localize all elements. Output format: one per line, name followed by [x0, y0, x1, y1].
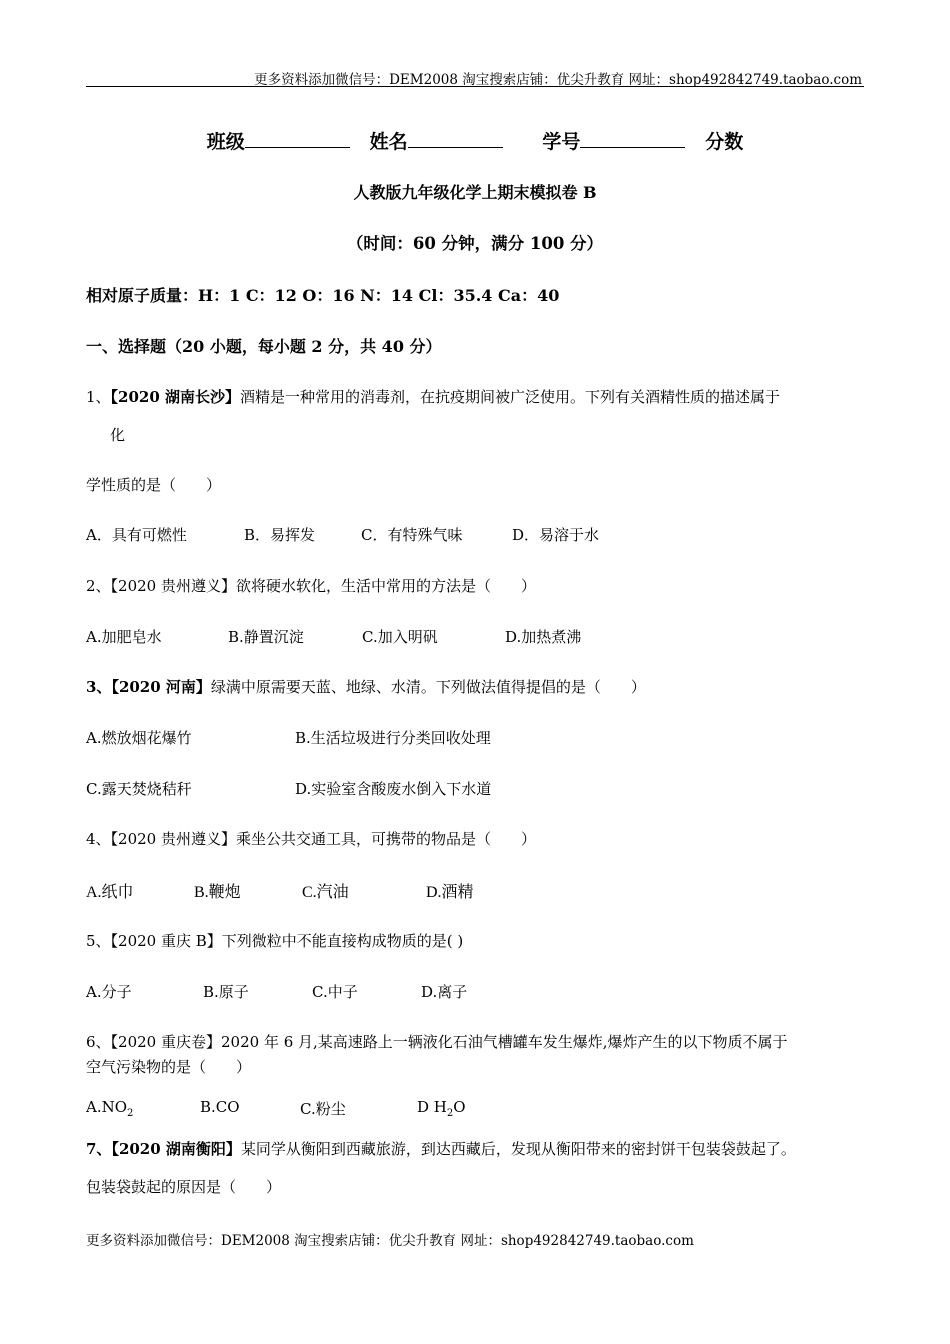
page-footer: 更多资料添加微信号：DEM2008 淘宝搜索店铺：优尖升教育 网址：shop492842749.taobao.com: [86, 1233, 694, 1249]
name-label: 姓名: [369, 131, 408, 153]
name-blank[interactable]: [408, 129, 503, 148]
exam-subtitle: （时间：60 分钟，满分 100 分）: [346, 234, 604, 253]
question-source: 【2020 湖南长沙】: [110, 388, 241, 406]
class-blank[interactable]: [245, 129, 350, 148]
question-stem: 2020 年 6 月,某高速路上一辆液化石油气槽罐车发生爆炸,爆炸产生的以下物质不属于: [221, 1033, 788, 1051]
number-blank[interactable]: [580, 129, 685, 148]
q6-option-b[interactable]: B.CO: [200, 1098, 240, 1116]
number-label: 学号: [542, 131, 581, 153]
question-5: [86, 930, 463, 951]
question-source: 【2020 重庆卷】: [110, 1033, 221, 1051]
q4-option-c[interactable]: C.汽油: [302, 884, 349, 901]
class-label: 班级: [206, 131, 245, 153]
question-stem: 酒精是一种常用的消毒剂，在抗疫期间被广泛使用。下列有关酒精性质的描述属于: [240, 388, 781, 406]
student-info-line: [0, 127, 950, 154]
question-6: [86, 1031, 788, 1052]
question-7: [86, 1138, 796, 1159]
question-stem: 欲将硬水软化，生活中常用的方法是（ ）: [236, 577, 537, 595]
question-7-stem-cont: 包装袋鼓起的原因是（ ）: [86, 1178, 282, 1196]
question-source: 【2020 重庆 B】: [110, 932, 222, 950]
q2-option-b[interactable]: B.静置沉淀: [228, 628, 304, 646]
q2-option-c[interactable]: C.加入明矾: [362, 628, 438, 646]
question-2: [86, 575, 536, 596]
question-source: 【2020 河南】: [111, 678, 211, 696]
question-stem: 下列微粒中不能直接构成物质的是( ): [221, 932, 464, 950]
question-number: 6、: [86, 1033, 111, 1051]
q3-option-c[interactable]: C.露天焚烧秸秆: [86, 780, 192, 798]
question-number: 3、: [86, 678, 112, 696]
q4-option-a[interactable]: A.纸巾: [86, 884, 134, 901]
question-3: [86, 676, 646, 697]
question-6-stem-cont: 空气污染物的是（ ）: [86, 1058, 252, 1076]
question-stem: 乘坐公共交通工具，可携带的物品是（ ）: [236, 830, 537, 848]
q6-option-d[interactable]: D $H_2O$: [417, 1098, 466, 1119]
q5-option-b[interactable]: B.原子: [203, 983, 249, 1001]
question-4: [86, 828, 536, 849]
q3-option-b[interactable]: B.生活垃圾进行分类回收处理: [295, 729, 491, 747]
q2-option-a[interactable]: A.加肥皂水: [86, 628, 162, 646]
question-source: 【2020 湖南衡阳】: [111, 1140, 241, 1158]
q5-option-d[interactable]: D.离子: [421, 983, 468, 1001]
q1-option-a[interactable]: A．具有可燃性: [86, 526, 187, 544]
atomic-mass-line: 相对原子质量：H：1 C：12 O：16 N：14 Cl：35.4 Ca：40: [86, 286, 560, 305]
page-header: 更多资料添加微信号：DEM2008 淘宝搜索店铺：优尖升教育 网址：shop492842749.taobao.com: [254, 72, 862, 88]
q4-option-b[interactable]: B.鞭炮: [194, 884, 241, 901]
exam-title: 人教版九年级化学上期末模拟卷 B: [353, 183, 597, 202]
question-number: 2、: [86, 577, 111, 595]
question-source: 【2020 贵州遵义】: [110, 830, 236, 848]
q2-option-d[interactable]: D.加热煮沸: [505, 628, 582, 646]
question-1-stem-cont2: 学性质的是（ ）: [86, 476, 222, 494]
question-stem: 绿满中原需要天蓝、地绿、水清。下列做法值得提倡的是（ ）: [210, 678, 646, 696]
score-label: 分数: [705, 131, 744, 153]
section-heading: 一、选择题（20 小题，每小题 2 分，共 40 分）: [86, 337, 442, 356]
header-divider: [86, 86, 864, 87]
q6-option-a[interactable]: $A.NO_2$: [86, 1098, 134, 1119]
q6-option-c[interactable]: C.粉尘: [300, 1100, 346, 1118]
q1-option-d[interactable]: D．易溶于水: [512, 526, 600, 544]
question-stem: 某同学从衡阳到西藏旅游，到达西藏后，发现从衡阳带来的密封饼干包装袋鼓起了。: [240, 1140, 796, 1158]
q5-option-c[interactable]: C.中子: [312, 983, 358, 1001]
question-number: 4、: [86, 830, 111, 848]
q3-option-d[interactable]: D.实验室含酸废水倒入下水道: [295, 780, 492, 798]
q1-option-c[interactable]: C．有特殊气味: [361, 526, 463, 544]
question-number: 1、: [86, 388, 111, 406]
q4-option-d[interactable]: D.酒精: [426, 884, 474, 901]
q1-option-b[interactable]: B．易挥发: [244, 526, 316, 544]
question-number: 5、: [86, 932, 111, 950]
q5-option-a[interactable]: A.分子: [86, 983, 132, 1001]
question-source: 【2020 贵州遵义】: [110, 577, 236, 595]
question-1-stem-cont: 化: [110, 426, 126, 444]
question-1: [86, 386, 780, 407]
q3-option-a[interactable]: A.燃放烟花爆竹: [86, 729, 192, 747]
question-number: 7、: [86, 1140, 112, 1158]
